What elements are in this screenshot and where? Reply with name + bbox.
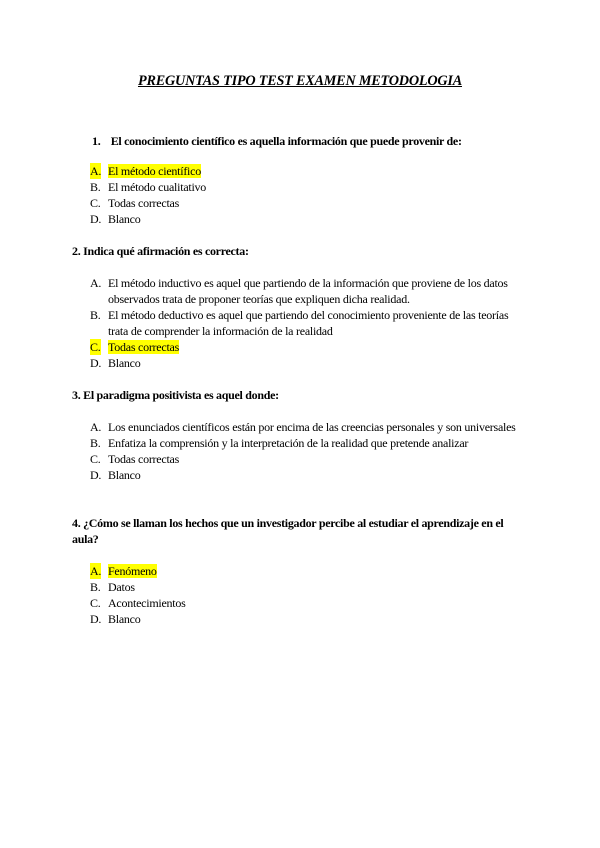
option-c	[90, 451, 530, 467]
option-text: Blanco	[108, 468, 141, 482]
option-text: El método deductivo es aquel que partiendo del conocimiento proveniente de las teorías trata de comprender la información de la realidad	[108, 308, 509, 338]
option-a	[90, 563, 530, 579]
option-letter: C.	[90, 596, 101, 610]
options-list-4	[90, 563, 530, 627]
option-a	[90, 419, 530, 435]
question-number: 1.	[92, 134, 101, 148]
question-number: 3.	[72, 388, 81, 402]
option-letter: D.	[90, 356, 102, 370]
option-letter: A.	[90, 164, 102, 178]
option-letter: C.	[90, 452, 101, 466]
option-letter: A.	[90, 420, 102, 434]
options-list-1	[90, 163, 530, 227]
option-d	[90, 467, 530, 483]
question-1	[92, 133, 552, 149]
option-text: Fenómeno	[108, 564, 157, 578]
option-text: Enfatiza la comprensión y la interpretación de la realidad que pretende analizar	[108, 436, 469, 450]
option-text: El método cualitativo	[108, 180, 207, 194]
option-letter: D.	[90, 212, 102, 226]
option-a	[90, 163, 530, 179]
option-letter: B.	[90, 308, 101, 322]
option-letter: B.	[90, 436, 101, 450]
option-text: Todas correctas	[108, 340, 180, 354]
option-text: Todas correctas	[108, 196, 180, 210]
question-number: 2.	[72, 244, 81, 258]
option-letter: D.	[90, 612, 102, 626]
option-c	[90, 339, 530, 355]
document-title: PREGUNTAS TIPO TEST EXAMEN METODOLOGIA	[137, 73, 463, 89]
option-text: Blanco	[108, 612, 141, 626]
option-c	[90, 195, 530, 211]
options-list-2	[90, 275, 530, 371]
option-letter: A.	[90, 564, 102, 578]
option-letter: C.	[90, 196, 101, 210]
option-text: Los enunciados científicos están por encima de las creencias personales y son universales	[108, 420, 516, 434]
option-b	[90, 579, 530, 595]
question-text: El conocimiento científico es aquella información que puede provenir de:	[110, 134, 462, 148]
question-text: El paradigma positivista es aquel donde:	[83, 388, 279, 402]
option-d	[90, 211, 530, 227]
option-letter: A.	[90, 276, 102, 290]
option-text: Blanco	[108, 212, 141, 226]
option-d	[90, 611, 530, 627]
option-letter: D.	[90, 468, 102, 482]
question-3	[72, 387, 532, 403]
options-list-3	[90, 419, 530, 483]
question-text: ¿Cómo se llaman los hechos que un investigador percibe al estudiar el aprendizaje en el aula?	[72, 516, 504, 546]
option-b	[90, 307, 530, 339]
question-number: 4.	[72, 516, 81, 530]
option-b	[90, 179, 530, 195]
option-letter: B.	[90, 580, 101, 594]
question-4	[72, 515, 532, 547]
option-letter: C.	[90, 340, 101, 354]
question-2	[72, 243, 532, 259]
option-c	[90, 595, 530, 611]
option-text: Todas correctas	[108, 452, 180, 466]
option-text: Blanco	[108, 356, 141, 370]
question-text: Indica qué afirmación es correcta:	[83, 244, 249, 258]
option-text: Datos	[108, 580, 135, 594]
option-a	[90, 275, 530, 307]
option-letter: B.	[90, 180, 101, 194]
option-text: El método inductivo es aquel que partiendo de la información que proviene de los datos observados trata de proponer teorías que expliquen dicha realidad.	[108, 276, 508, 306]
option-text: El método científico	[108, 164, 201, 178]
option-b	[90, 435, 530, 451]
option-text: Acontecimientos	[108, 596, 186, 610]
option-d	[90, 355, 530, 371]
